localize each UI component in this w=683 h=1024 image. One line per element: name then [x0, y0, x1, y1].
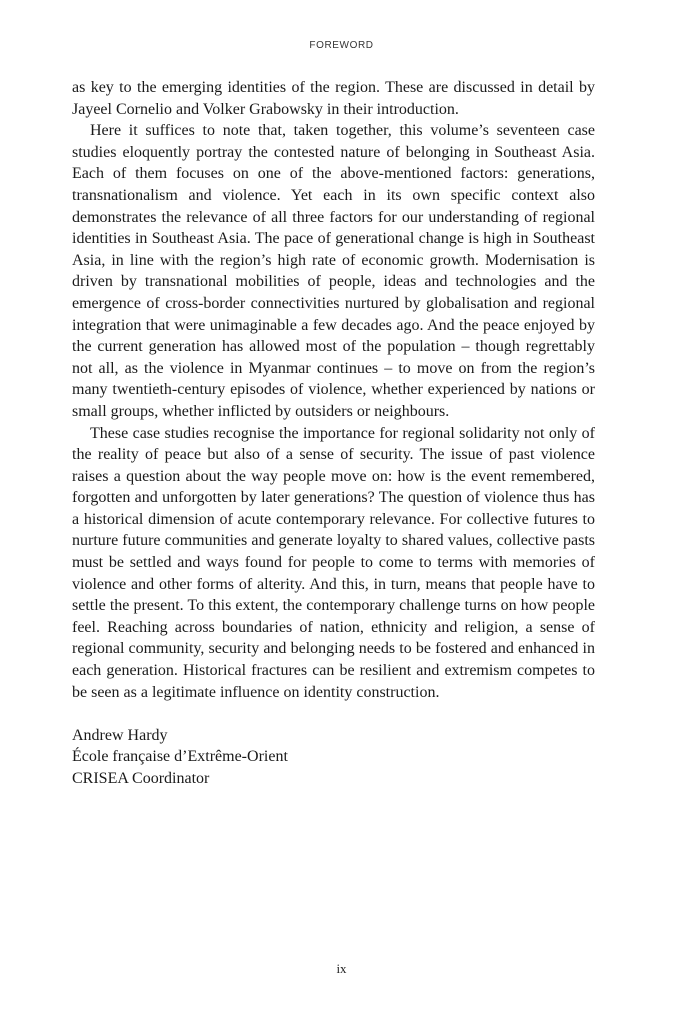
page-number: ix	[336, 961, 347, 976]
running-head: FOREWORD	[309, 40, 374, 51]
author-institution: École française d’Extrême-Orient	[72, 748, 288, 766]
foreword-body	[72, 77, 595, 790]
paragraph: These case studies recognise the importance for regional solidarity not only of the reality of peace but also of a sense of security. The issue of past violence raises a question about the way people move on: how is the event remembered, forgotten and unforgotten by later generations? The question of violence thus has a historical dimension of acute contemporary relevance. For collective futures to nurture future communities and generate loyalty to shared values, collective pasts must be settled and ways found for people to come to terms with memories of violence and other forms of alterity. And this, in turn, means that people have to settle the present. To this extent, the contemporary challenge turns on how people feel. Reaching across boundaries of nation, ethnicity and religion, a sense of regional community, security and belonging needs to be fostered and enhanced in each generation. Historical fractures can be resilient and extremism competes to be seen as a legitimate influence on identity construction.	[72, 424, 595, 701]
author-name: Andrew Hardy	[72, 726, 168, 744]
signature-block	[72, 725, 595, 790]
paragraph: Here it suffices to note that, taken together, this volume’s seventeen case studies eloquently portray the contested nature of belonging in Southeast Asia. Each of them focuses on one of the above-mentioned factors: generations, transnationalism and violence. Yet each in its own specific context also demonstrates the relevance of all three factors for our understanding of regional identities in Southeast Asia. The pace of generational change is high in Southeast Asia, in line with the region’s high rate of economic growth. Modernisation is driven by transnational mobilities of people, ideas and technologies and the emergence of cross-border connectivities nurtured by globalisation and regional integration that were unimaginable a few decades ago. And the peace enjoyed by the current generation has allowed most of the population – though regrettably not all, as the violence in Myanmar continues – to move on from the region’s many twentieth-century episodes of violence, whether experienced by nations or small groups, whether inflicted by outsiders or neighbours.	[72, 122, 595, 420]
paragraph-continued: as key to the emerging identities of the region. These are discussed in detail by Jayeel Cornelio and Volker Grabowsky in their introduction.	[72, 79, 595, 118]
author-role: CRISEA Coordinator	[72, 770, 210, 787]
